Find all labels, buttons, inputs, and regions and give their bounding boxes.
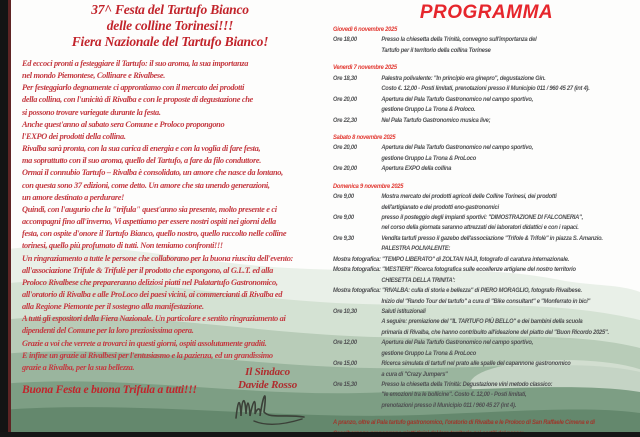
program-note: Mostra fotografica: "MESTIERI" Ricerca fotografica sulle eccellenze artigiane del nostro territorio <box>333 266 576 274</box>
letter-line: Un ringraziamento a tutte le persone che collaborano per la buona riuscita dell'evento: <box>22 252 294 263</box>
program-entry-continuation: dell'artigianato e dei prodotti eno-gastronomici <box>381 203 499 211</box>
program-entry-time: Ore 18,00 <box>333 36 357 44</box>
program-entry <box>333 143 619 153</box>
festival-title-line3: Fiera Nazionale del Tartufo Bianco! <box>71 34 269 49</box>
program-footer-line: A pranzo, oltre al Pala tartufo gastronomico, l'oratorio di Rivalba e le Proloco di San Raffaele Cimena e di <box>333 419 595 427</box>
program-entry-continuation: A seguire: premiazione del "IL TARTUFO PIÙ BELLO" e dei bambini della scuola <box>381 318 583 326</box>
program-entry <box>333 116 619 126</box>
program-spacer <box>333 175 619 182</box>
program-title: PROGRAMMA <box>419 2 554 23</box>
program-entry-time: Ore 15,00 <box>333 360 357 368</box>
letter-line: Rivalba sarà pronta, con la sua carica di energia e con la voglia di fare festa, <box>22 143 261 154</box>
program-entry <box>333 234 619 244</box>
program-entry-time: Ore 22,30 <box>333 116 357 124</box>
program-entry <box>333 95 619 105</box>
letter-line: Grazie a voi che verrete a trovarci in questi giorni, ospiti assolutamente graditi. <box>22 337 267 348</box>
program-entry-continuation: primaria di Rivalba, che hanno contribuito all'ideazione del piatto del "Buon Ricordo 2025". <box>381 328 609 336</box>
program-entry-time: Ore 9,30 <box>333 234 354 242</box>
program-entry-continuation: a cura di "Crazy Jumpers" <box>381 370 448 378</box>
page-bottom-border <box>0 432 640 437</box>
program-spacer <box>333 126 619 133</box>
letter-line: nel mondo Piemontese, Collinare e Rivalbese. <box>22 70 165 81</box>
program-date: Domenica 9 novembre 2025 <box>333 182 404 190</box>
program-entry <box>333 359 619 369</box>
festival-title-line1: 37^ Festa del Tartufo Bianco <box>91 2 249 17</box>
program-entry-continuation: gestione Gruppo La Trona & ProLoco <box>381 349 476 357</box>
program-entry <box>333 74 619 84</box>
program-entry-continuation: gestione Gruppo La Trona & Proloco. <box>381 106 476 114</box>
letter-line: festa, con ospite d'onore il Tartufo Bianco, quello nostro, quello raccolto nelle colline <box>22 228 287 239</box>
program-entry-time: Ore 20,00 <box>333 144 357 152</box>
program-entry-continuation: CHIESETTA DELLA TRINITA': <box>381 276 456 284</box>
page-left-accent-line <box>8 0 11 437</box>
program-entry <box>333 380 619 390</box>
letter-line: accompagni fino all'inverno, Vi aspettiamo per essere nostri ospiti nei giorni della <box>22 216 276 227</box>
program-section <box>333 2 640 437</box>
program-date: Giovedì 6 novembre 2025 <box>333 26 398 33</box>
program-entry-text: Saluti istituzionali <box>381 307 426 315</box>
program-entry <box>333 164 619 174</box>
letter-line: all'associazione Trifule & Trifulè per il prodotto che espongono, al G.L.T. ed alla <box>22 264 273 275</box>
program-entry-time: Ore 18,30 <box>333 74 357 82</box>
program-entry <box>333 338 619 348</box>
festival-title-line2: delle colline Torinesi!!! <box>106 18 234 33</box>
program-spacer <box>333 411 619 418</box>
letter-line: grazie a Rivalba, per la sua bellezza. <box>22 361 135 372</box>
program-entry-text: Apertura del Pala Tartufo Gastronomico nel campo sportivo, <box>381 339 533 347</box>
letter-line: alla Regione Piemonte per il sostegno alla manifestazione. <box>22 301 204 312</box>
program-entry-time: Ore 20,00 <box>333 95 357 103</box>
program-entry-text: Nel Pala Tartufo Gastronomico musica live; <box>381 116 491 124</box>
letter-line: Ed eccoci pronti a festeggiare il Tartufo: il suo aroma, la sua importanza <box>22 58 249 68</box>
program-entry-continuation: nel corso della giornata saranno attrezzati dei laboratori didattici e con i rapaci. <box>381 224 579 232</box>
program-entry-time: Ore 12,00 <box>333 339 357 347</box>
program-entry-continuation: Tartufo per il territorio della collina Torinese <box>381 46 491 54</box>
letter-line: un amore destinato a perdurare! <box>22 191 125 202</box>
program-date: Venerdì 7 novembre 2025 <box>333 64 397 72</box>
letter-line: torinesi, quello più profumato di tutti. Non temiamo confronti!!! <box>22 240 223 251</box>
program-entry-text: Ricerca simulata di tartufi nel prato alle spalle del capannone gastronomico <box>381 360 571 368</box>
program-entry-time: Ore 20,00 <box>333 165 357 173</box>
letter-line: l'EXPO dei prodotti della collina. <box>22 130 126 141</box>
program-entry-text: Apertura del Pala Tartufo Gastronomico nel campo sportivo, <box>381 144 533 152</box>
signature-name: Davide Rosso <box>237 378 297 391</box>
program-entry-continuation: PALESTRA POLIVALENTE: <box>381 245 451 253</box>
program-entry-time: Ore 10,30 <box>333 307 357 315</box>
program-entry <box>333 307 619 317</box>
program-entry-text: Palestra polivalente: "In principio era ginepro", degustazione Gin. <box>381 74 546 82</box>
festival-title <box>14 2 326 50</box>
program-spacer <box>333 56 619 63</box>
program-date: Sabato 8 novembre 2025 <box>333 133 396 141</box>
program-entry-text: presso il posteggio degli impianti sportivi: "DIMOSTRAZIONE DI FALCONERIA", <box>381 214 583 221</box>
program-entry-text: Presso la chiesetta della Trinità, convegno sull'importanza del <box>381 36 537 44</box>
program-entry-text: Presso la chiesetta della Trinità: Degustazione vini metodo classico: <box>381 381 553 388</box>
program-entry-text: Vendita tartufi presso il gazebo dell'associazione "Trifole & Trifolè" in piazza S. Amanzio. <box>381 234 603 242</box>
letter-line: Proloco Rivalbese che prepareranno deliziosi piatti nel Palatartufo Gastronomico, <box>22 276 278 287</box>
page-left-border <box>0 0 8 437</box>
closing-greeting: Buona Festa e buona Trifula a tutti!!! <box>22 384 197 396</box>
program-entry-text: Apertura EXPO della collina <box>381 165 452 173</box>
program-entry-text: Apertura del Pala Tartufo Gastronomico nel campo sportivo, <box>381 95 533 103</box>
mayor-signature-scribble <box>228 386 314 430</box>
program-entry-continuation: Costo €. 12,00 - Posti limitati, prenotazioni presso il Municipio 011 / 960 45 27 (int 4). <box>381 85 590 93</box>
letter-line: A tutti gli espositori della Fiera Nazionale. Un particolare e sentito ringraziamento ai <box>22 313 286 324</box>
letter-line: E infine un grazie ai Rivalbesi per l'entusiasmo e la pazienza, ed un grandissimo <box>22 349 273 360</box>
letter-line: Per festeggiarlo degnamente ci approntiamo con il mercato dei prodotti <box>22 82 245 93</box>
program-note: Mostra fotografica: "RIVALBA: culla di storia e bellezza" di PIERO MORAGLIO, fotografo Rivalbese. <box>333 287 582 295</box>
program-schedule <box>333 25 619 437</box>
letter-line: Quindi, con l'augurio che la "trifula" quest'anno sia presente, molto presente e ci <box>22 203 277 214</box>
program-entry-continuation: prenotazioni presso il Municipio 011 / 960 45 27 (int 4). <box>381 401 517 409</box>
letter-line: Ormai il connubio Tartufo – Rivalba è consolidato, un amore che nasce da lontano, <box>22 167 283 178</box>
letter-line: dipendenti del Comune per la loro preziosissima opera. <box>22 325 194 336</box>
program-entry-time: Ore 9,00 <box>333 214 354 221</box>
program-entry-time: Ore 15,30 <box>333 381 357 388</box>
program-entry-continuation: "le emozioni tra le bollicine". Costo €. 12,00 - Posti limitati, <box>381 391 527 399</box>
letter-line: ma soprattutto con il suo aroma, quello del Tartufo, a fare da filo conduttore. <box>22 155 262 166</box>
program-entry-text: Mostra mercato dei prodotti agricoli delle Colline Torinesi, dei prodotti <box>381 193 557 201</box>
letter-line: all'oratorio di Rivalba e alle ProLoco dei paesi vicini, ai commercianti di Rivalba ed <box>22 288 283 299</box>
letter-line: Anche quest'anno al sabato sera Comune e Proloco propongono <box>22 118 225 129</box>
letter-line: con questa sono 37 edizioni, come detto. Un amore che sta unendo generazioni, <box>22 179 270 190</box>
signature-role: Il Sindaco <box>245 366 290 378</box>
letter-line: della collina, con l'unicità di Rivalba e con le proposte di degustazione che <box>22 94 253 105</box>
program-entry-time: Ore 9,00 <box>333 193 354 201</box>
program-entry-continuation: Inizio del "Rando Tour del tartufo" a cura di "Bike consultant" e "Monferrato in bici" <box>381 297 591 305</box>
program-note: Mostra fotografica: "TEMPO LIBERATO" di ZOLTAN NAJI, fotografo di caratura internazionale. <box>333 255 570 263</box>
program-entry <box>333 35 619 45</box>
mayor-letter-body <box>22 57 326 373</box>
program-entry <box>333 192 619 202</box>
program-entry <box>333 213 619 223</box>
program-entry-continuation: gestione Gruppo La Trona & ProLoco <box>381 154 476 162</box>
letter-line: si possono trovare variegate durante la festa. <box>22 106 161 117</box>
